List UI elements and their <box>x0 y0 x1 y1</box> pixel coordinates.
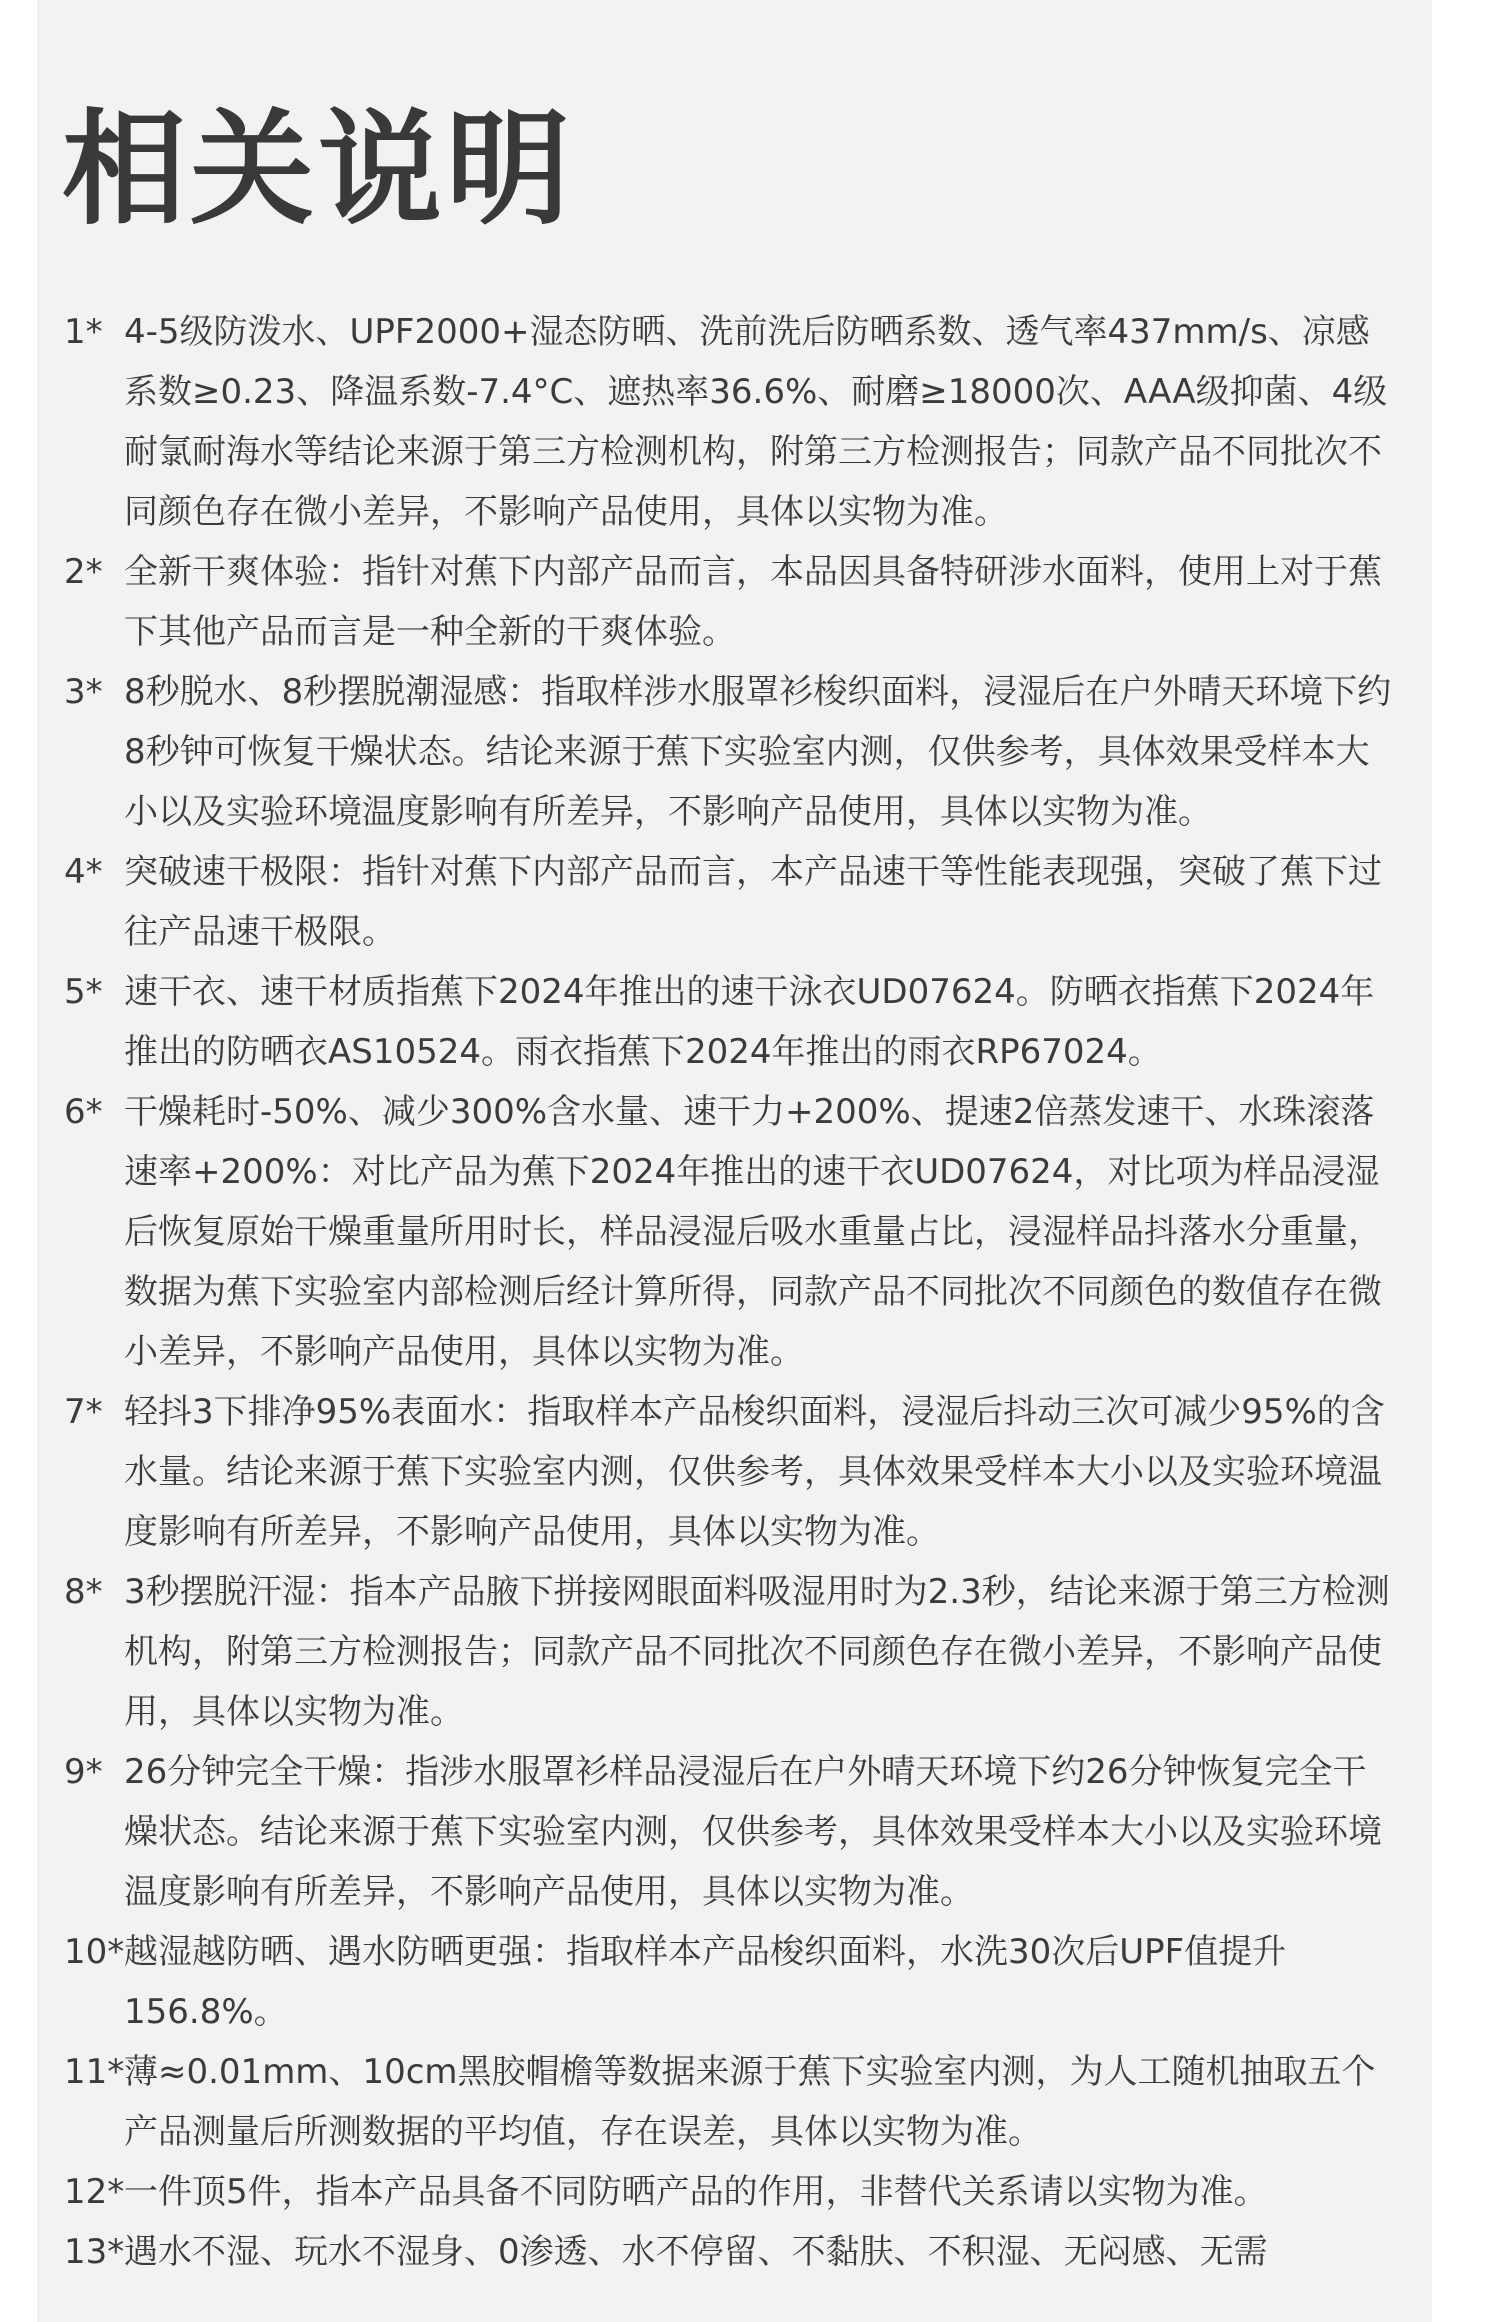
note-item-6 <box>37 1082 1432 1382</box>
note-text: 26分钟完全干燥：指涉水服罩衫样品浸湿后在户外晴天环境下约26分钟恢复完全干燥状态。结论来源于蕉下实验室内测，仅供参考，具体效果受样本大小以及实验环境温度影响有所差异，不影响产品使用，具体以实物为准。 <box>124 1752 1382 1912</box>
note-text: 越湿越防晒、遇水防晒更强：指取样本产品梭织面料，水洗30次后UPF值提升156.8%。 <box>124 1932 1287 2032</box>
note-text: 8秒脱水、8秒摆脱潮湿感：指取样涉水服罩衫梭织面料，浸湿后在户外晴天环境下约8秒钟可恢复干燥状态。结论来源于蕉下实验室内测，仅供参考，具体效果受样本大小以及实验环境温度影响有所差异，不影响产品使用，具体以实物为准。 <box>124 672 1392 832</box>
page-title: 相关说明 <box>62 98 575 242</box>
note-marker: 10* <box>64 1932 125 1972</box>
note-item-11 <box>37 2042 1432 2162</box>
note-text: 干燥耗时-50%、减少300%含水量、速干力+200%、提速2倍蒸发速干、水珠滚落速率+200%：对比产品为蕉下2024年推出的速干衣UD07624，对比项为样品浸湿后恢复原始干燥重量所用时长，样品浸湿后吸水重量占比，浸湿样品抖落水分重量，数据为蕉下实验室内部检测后经计算所得，同款产品不同批次不同颜色的数值存在微小差异，不影响产品使用，具体以实物为准。 <box>124 1092 1382 1372</box>
note-text: 4-5级防泼水、UPF2000+湿态防晒、洗前洗后防晒系数、透气率437mm/s、凉感系数≥0.23、降温系数-7.4°C、遮热率36.6%、耐磨≥18000次、AAA级抑菌、4级耐氯耐海水等结论来源于第三方检测机构，附第三方检测报告；同款产品不同批次不同颜色存在微小差异，不影响产品使用，具体以实物为准。 <box>124 312 1388 532</box>
note-item-10 <box>37 1922 1432 2042</box>
note-text: 速干衣、速干材质指蕉下2024年推出的速干泳衣UD07624。防晒衣指蕉下2024年推出的防晒衣AS10524。雨衣指蕉下2024年推出的雨衣RP67024。 <box>124 972 1375 1072</box>
note-marker: 13* <box>64 2232 125 2272</box>
note-marker: 3* <box>64 672 103 712</box>
note-item-2 <box>37 542 1432 662</box>
note-marker: 7* <box>64 1392 103 1432</box>
note-marker: 2* <box>64 552 103 592</box>
note-item-12 <box>37 2162 1432 2222</box>
note-item-4 <box>37 842 1432 962</box>
note-text: 遇水不湿、玩水不湿身、0渗透、水不停留、不黏肤、不积湿、无闷感、无需 <box>124 2232 1268 2272</box>
note-text: 全新干爽体验：指针对蕉下内部产品而言，本品因具备特研涉水面料，使用上对于蕉下其他产品而言是一种全新的干爽体验。 <box>124 552 1382 652</box>
note-item-5 <box>37 962 1432 1082</box>
note-marker: 9* <box>64 1752 103 1792</box>
note-text: 一件顶5件，指本产品具备不同防晒产品的作用，非替代关系请以实物为准。 <box>124 2172 1268 2212</box>
note-item-9 <box>37 1742 1432 1922</box>
note-marker: 8* <box>64 1572 103 1612</box>
note-marker: 6* <box>64 1092 103 1132</box>
note-marker: 5* <box>64 972 103 1012</box>
notes-list <box>37 302 1432 2282</box>
note-item-3 <box>37 662 1432 842</box>
note-marker: 1* <box>64 312 103 352</box>
note-item-7 <box>37 1382 1432 1562</box>
note-text: 3秒摆脱汗湿：指本产品腋下拼接网眼面料吸湿用时为2.3秒，结论来源于第三方检测机构，附第三方检测报告；同款产品不同批次不同颜色存在微小差异，不影响产品使用，具体以实物为准。 <box>124 1572 1390 1732</box>
note-item-1 <box>37 302 1432 542</box>
note-text: 突破速干极限：指针对蕉下内部产品而言，本产品速干等性能表现强，突破了蕉下过往产品速干极限。 <box>124 852 1382 952</box>
note-item-8 <box>37 1562 1432 1742</box>
note-marker: 4* <box>64 852 103 892</box>
notes-panel <box>37 0 1432 2322</box>
note-marker: 11* <box>64 2052 125 2092</box>
note-text: 轻抖3下排净95%表面水：指取样本产品梭织面料，浸湿后抖动三次可减少95%的含水量。结论来源于蕉下实验室内测，仅供参考，具体效果受样本大小以及实验环境温度影响有所差异，不影响产品使用，具体以实物为准。 <box>124 1392 1385 1552</box>
note-item-13 <box>37 2222 1432 2282</box>
note-text: 薄≈0.01mm、10cm黑胶帽檐等数据来源于蕉下实验室内测，为人工随机抽取五个产品测量后所测数据的平均值，存在误差，具体以实物为准。 <box>124 2052 1376 2152</box>
note-marker: 12* <box>64 2172 125 2212</box>
